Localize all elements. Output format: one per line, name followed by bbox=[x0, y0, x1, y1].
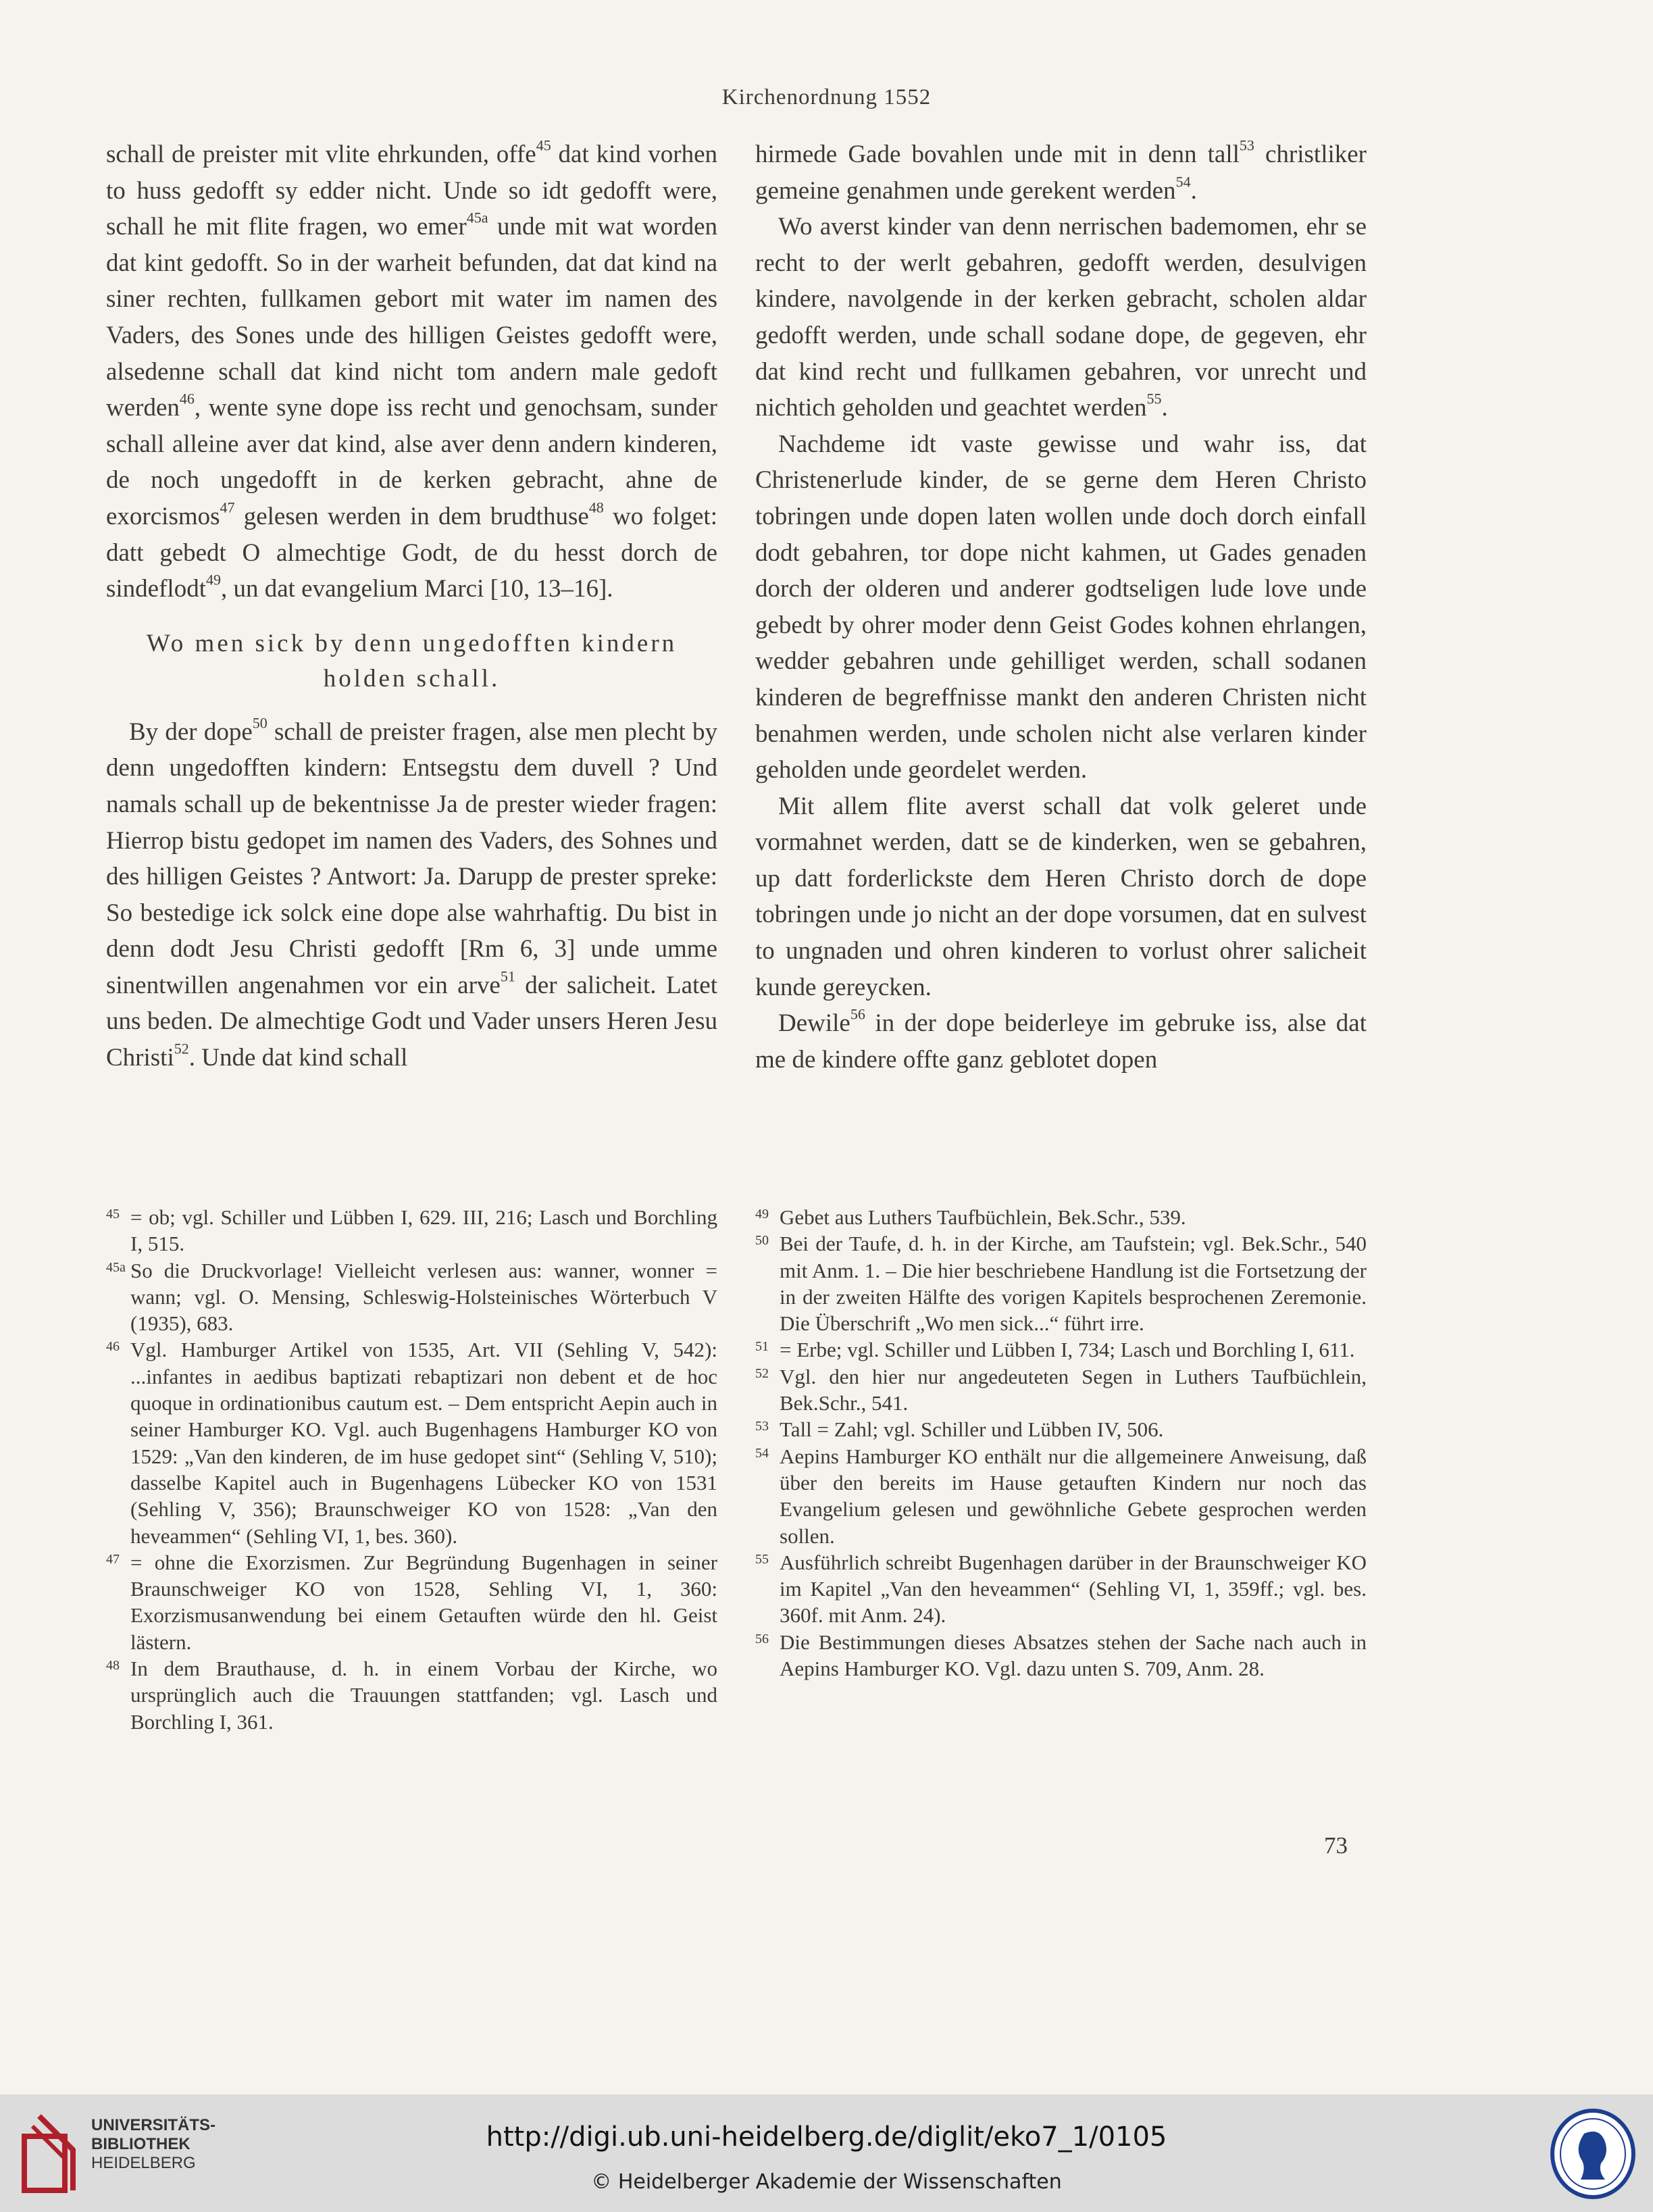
footnote-marker: 56 bbox=[850, 1005, 865, 1023]
footnote-marker: 47 bbox=[220, 499, 235, 516]
footnote-56 bbox=[755, 1629, 1367, 1682]
footnote-text: = ob; vgl. Schiller und Lübben I, 629. III, 216; Lasch und Borchling I, 515. bbox=[130, 1205, 717, 1256]
footnote-53 bbox=[755, 1416, 1367, 1442]
footnote-text: Ausführlich schreibt Bugenhagen darüber in der Braunschweiger KO im Kapitel „Van den heveammen“ (Sehling VI, 1, 359ff.; vgl. bes. 360f. mit Anm. 24). bbox=[780, 1550, 1367, 1628]
footnote-marker: 45 bbox=[536, 136, 551, 154]
footnotes-left bbox=[106, 1204, 717, 1735]
footnote-number: 47 bbox=[106, 1551, 120, 1567]
footnote-marker: 52 bbox=[174, 1040, 189, 1057]
footnote-number: 49 bbox=[755, 1207, 769, 1222]
footnote-number: 48 bbox=[106, 1658, 120, 1674]
footnote-text: Vgl. Hamburger Artikel von 1535, Art. VII (Sehling V, 542): ...infantes in aedibus baptizati rebaptizari non debent et de hoc quoque in ordinationibus cautum est. – Dem entspricht Aepin auch in seiner Hamburger KO. Vgl. auch Bugenhagens Hamburger KO von 1529: „Van den kinderen, de im huse gedopet sint“ (Sehling V, 510); dasselbe Kapitel auch in Bugenhagens Lübecker KO von 1531 (Sehling V, 356); Braunschweiger KO von 1528: „Van den heveammen“ (Sehling VI, 1, bes. 360). bbox=[130, 1338, 717, 1548]
footnote-number: 45 bbox=[106, 1207, 120, 1222]
footnote-text: Vgl. den hier nur angedeuteten Segen in Luthers Taufbüchlein, Bek.Schr., 541. bbox=[780, 1364, 1367, 1415]
footnote-number: 56 bbox=[755, 1631, 769, 1647]
footnote-number: 45a bbox=[106, 1259, 126, 1275]
footnote-text: Tall = Zahl; vgl. Schiller und Lübben IV, 506. bbox=[780, 1417, 1164, 1442]
footnote-46 bbox=[106, 1336, 717, 1549]
footnote-marker: 54 bbox=[1175, 173, 1191, 190]
permalink-url[interactable]: http://digi.ub.uni-heidelberg.de/diglit/eko7_1/0105 bbox=[486, 2121, 1167, 2153]
footnote-marker: 45a bbox=[466, 209, 488, 226]
footnote-text: Bei der Taufe, d. h. in der Kirche, am Taufstein; vgl. Bek.Schr., 540 mit Anm. 1. – Die hier beschriebene Handlung ist die Fortsetzung der in der zweiten Hälfte des vorigen Kapitels besprochenen Zeremonie. Die Überschrift „Wo men sick...“ führt irre. bbox=[780, 1232, 1367, 1336]
right-paragraph-5: Dewile$^{56}$ in der dope beiderleye im gebruke iss, alse dat me de kindere offte ganz geblotet dopen bbox=[755, 1005, 1367, 1074]
footnote-number: 52 bbox=[755, 1365, 769, 1381]
right-paragraph-3: Nachdeme idt vaste gewisse und wahr iss, dat Christenerlude kinder, de se gerne dem Heren Christo tobringen unde dopen laten wollen unde doch dorch einfall dodt gebahren, tor dope nicht kahmen, ut Gades genaden dorch der olderen und anderer godtseligen lude love unde gebedt by ohrer moder denn Geist Godes kohnen ehrlangen, wedder gebahren unde gehilliget werden, schall sodanen kinderen de begreffnisse mankt den anderen Christen nicht benahmen werden, unde scholen nicht alse verlaren kinder geholden unde geordelet werden. bbox=[755, 430, 1367, 784]
running-header: Kirchenordnung 1552 bbox=[721, 85, 932, 109]
footnote-number: 51 bbox=[755, 1339, 769, 1355]
footer-bar bbox=[0, 2094, 1653, 2212]
logo-line-2: BIBLIOTHEK bbox=[91, 2135, 190, 2153]
footnote-47 bbox=[106, 1549, 717, 1655]
footnote-text: = ohne die Exorzismen. Zur Begründung Bugenhagen in seiner Braunschweiger KO von 1528, Sehling VI, 1, 360: Exorzismusanwendung bei einem Getauften würde den hl. Geist lästern. bbox=[130, 1550, 717, 1654]
right-column bbox=[755, 136, 1367, 1078]
left-column bbox=[106, 136, 717, 1076]
footnote-number: 50 bbox=[755, 1233, 769, 1249]
footnote-text: So die Druckvorlage! Vielleicht verlesen aus: wanner, wonner = wann; vgl. O. Mensing, Schleswig-Holsteinisches Wörterbuch V (1935), 683. bbox=[130, 1258, 717, 1336]
footnote-marker: 49 bbox=[205, 571, 221, 588]
footnote-number: 46 bbox=[106, 1339, 120, 1355]
footnote-marker: 55 bbox=[1146, 390, 1162, 407]
footnote-marker: 51 bbox=[500, 967, 515, 985]
section-heading: Wo men sick by denn ungedofften kindern holden schall. bbox=[146, 629, 678, 693]
footnote-54 bbox=[755, 1443, 1367, 1549]
footnote-text: Aepins Hamburger KO enthält nur die allgemeinere Anweisung, daß über den bereits im Hause getauften Kindern nur noch das Evangelium gelesen und gewöhnliche Gebete gesprochen werden sollen. bbox=[780, 1444, 1367, 1548]
footnote-marker: 53 bbox=[1239, 136, 1254, 154]
footnote-text: = Erbe; vgl. Schiller und Lübben I, 734; Lasch und Borchling I, 611. bbox=[780, 1338, 1355, 1362]
footnote-number: 54 bbox=[755, 1445, 769, 1461]
footnote-marker: 46 bbox=[179, 390, 195, 407]
footnote-45 bbox=[106, 1204, 717, 1257]
footnote-51 bbox=[755, 1336, 1367, 1363]
footnote-text: In dem Brauthause, d. h. in einem Vorbau der Kirche, wo ursprünglich auch die Trauungen stattfanden; vgl. Lasch und Borchling I, 361. bbox=[130, 1657, 717, 1734]
footnote-text: Gebet aus Luthers Taufbüchlein, Bek.Schr., 539. bbox=[780, 1205, 1186, 1229]
footnote-55 bbox=[755, 1549, 1367, 1629]
footnote-52 bbox=[755, 1363, 1367, 1417]
footnote-number: 53 bbox=[755, 1419, 769, 1434]
footnote-number: 55 bbox=[755, 1551, 769, 1567]
footnote-marker: 48 bbox=[588, 499, 604, 516]
logo-line-3: HEIDELBERG bbox=[91, 2154, 196, 2172]
footnote-50 bbox=[755, 1230, 1367, 1336]
footnote-48 bbox=[106, 1655, 717, 1735]
footnote-text: Die Bestimmungen dieses Absatzes stehen der Sache nach auch in Aepins Hamburger KO. Vgl. dazu unten S. 709, Anm. 28. bbox=[780, 1630, 1367, 1681]
page-number: 73 bbox=[1324, 1832, 1348, 1859]
academy-seal-icon bbox=[1547, 2107, 1639, 2201]
left-paragraph-1: schall de preister mit vlite ehrkunden, offe$^{45}$ dat kind vorhen to huss gedofft sy edder nicht. Unde so idt gedofft were, schall he mit flite fragen, wo emer$^{45a}$ unde mit wat worden dat kint gedofft. So in der warheit befunden, dat dat kind na siner rechten, fullkamen gebort mit water im namen des Vaders, des Sones unde des hilligen Geistes gedofft were, alsedenne schall dat kind nicht tom andern male gedoft werden$^{46}$, wente syne dope iss recht und genochsam, sunder schall alleine aver dat kind, alse aver denn andern kinderen, de noch ungedofft in de kerken gebracht, ahne de exorcismos$^{47}$ gelesen werden in dem brudthuse$^{48}$ wo folget: datt gebedt O almechtige Godt, de du hesst dorch de sindeflodt$^{49}$, un dat evangelium Marci [10, 13–16]. bbox=[106, 136, 717, 603]
left-paragraph-2: By der dope$^{50}$ schall de preister fragen, alse men plecht by denn ungedofften kindern: Entsegstu dem duvell ? Und namals schall up de bekentnisse Ja de prester wieder fragen: Hierrop bistu gedopet im namen des Vaders, des Sohnes und des hilligen Geistes ? Antwort: Ja. Darupp de prester spreke: So bestedige ick solck eine dope alse wahrhaftig. Du bist in denn dodt Jesu Christi gedofft [Rm 6, 3] unde umme sinentwillen angenahmen vor ein arve$^{51}$ der salicheit. Latet uns beden. De almechtige Godt und Vader unsers Heren Jesu Christi$^{52}$. Unde dat kind schall bbox=[106, 714, 717, 1072]
right-paragraph-1: hirmede Gade bovahlen unde mit in denn tall$^{53}$ christliker gemeine genahmen unde gerekent werden$^{54}$. bbox=[755, 136, 1367, 205]
right-paragraph-4: Mit allem flite averst schall dat volk geleret unde vormahnet werden, datt se de kinderken, wen se gebahren, up datt forderlickste dem Heren Christo dorch de dope tobringen unde jo nicht an der dope vorsumen, dat en sulvest to ungnaden und ohren kinderen to vorlust ohrer salicheit kunde gereycken. bbox=[755, 792, 1367, 1001]
footnote-49 bbox=[755, 1204, 1367, 1230]
footnotes-right bbox=[755, 1204, 1367, 1682]
footnote-marker: 50 bbox=[252, 714, 268, 732]
footnote-45a bbox=[106, 1257, 717, 1337]
right-paragraph-2: Wo averst kinder van denn nerrischen bademomen, ehr se recht to der werlt gebahren, gedofft werden, desulvigen kindere, navolgende in der kerken gebracht, scholen aldar gedofft werden, unde schall sodane dope, de gegeven, ehr dat kind recht und fullkamen gebahren, vor unrecht und nichtich geholden und geachtet werden$^{55}$. bbox=[755, 213, 1367, 422]
logo-line-1: UNIVERSITÄTS- bbox=[91, 2116, 216, 2134]
copyright-notice: © Heidelberger Akademie der Wissenschaften bbox=[591, 2170, 1062, 2194]
